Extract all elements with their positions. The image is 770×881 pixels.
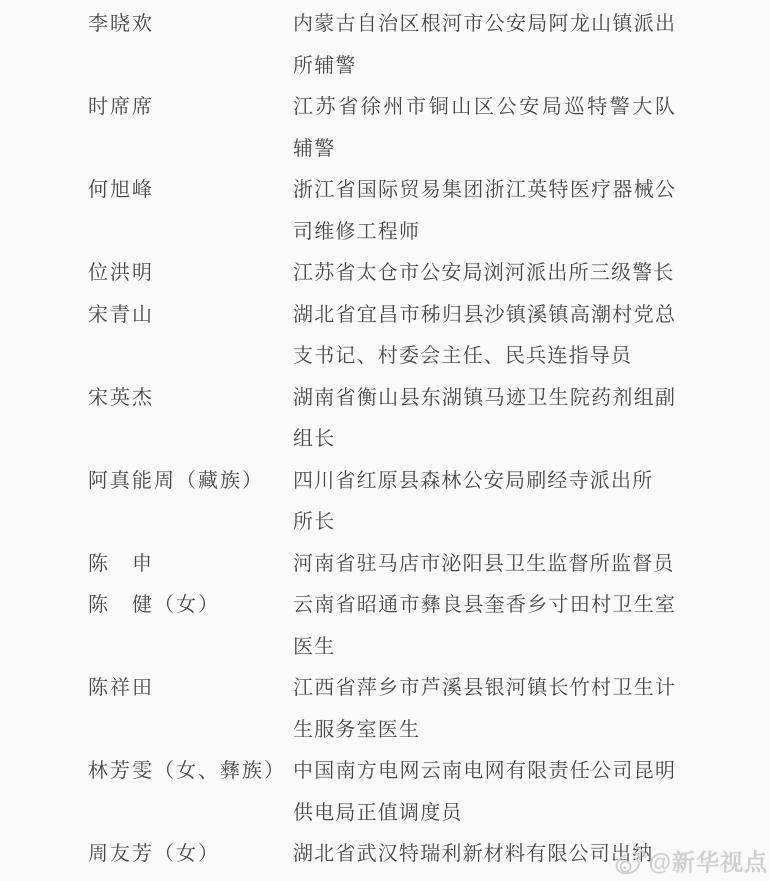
affiliation-line: 支书记、村委会主任、民兵连指导员 [293, 345, 633, 367]
watermark-handle: @新华视点 [648, 848, 768, 875]
list-item [88, 544, 675, 586]
list-item [88, 751, 675, 834]
honor-roll-list [88, 4, 675, 876]
person-name: 林芳雯（女、彝族） [88, 760, 286, 782]
list-item [88, 253, 675, 295]
affiliation-line: 生服务室医生 [293, 718, 421, 741]
person-name: 陈 健（女） [88, 594, 220, 616]
list-item [88, 585, 675, 668]
affiliation-line: 云南省昭通市彝良县奎香乡寸田村卫生室 [293, 594, 675, 616]
person-name: 李晓欢 [88, 13, 154, 35]
list-item [88, 378, 675, 461]
affiliation-line: 供电局正值调度员 [293, 801, 463, 824]
person-name: 周友芳（女） [88, 843, 220, 865]
person-affiliation [293, 295, 675, 378]
person-affiliation [293, 253, 675, 295]
affiliation-line: 江西省萍乡市芦溪县银河镇长竹村卫生计 [293, 677, 675, 699]
affiliation-line: 所辅警 [293, 54, 357, 77]
person-affiliation [293, 87, 675, 170]
person-affiliation [293, 378, 675, 461]
affiliation-line: 辅警 [293, 137, 336, 160]
affiliation-line: 所长 [293, 511, 336, 533]
list-item [88, 461, 675, 544]
person-affiliation [293, 544, 675, 586]
person-affiliation [293, 170, 675, 253]
person-affiliation [293, 834, 675, 876]
person-name: 宋英杰 [88, 386, 154, 409]
person-affiliation [293, 668, 675, 751]
person-name: 位洪明 [88, 262, 154, 284]
person-name: 宋青山 [88, 303, 154, 326]
affiliation-line: 浙江省国际贸易集团浙江英特医疗器械公 [293, 179, 675, 201]
affiliation-line: 内蒙古自治区根河市公安局阿龙山镇派出 [293, 13, 675, 35]
person-name: 阿真能周（藏族） [88, 469, 264, 492]
list-item [88, 834, 675, 876]
affiliation-line: 医生 [293, 635, 336, 658]
person-name: 陈 申 [88, 552, 154, 575]
person-affiliation [293, 461, 675, 544]
list-item [88, 295, 675, 378]
affiliation-line: 湖南省衡山县东湖镇马迹卫生院药剂组副 [293, 386, 675, 409]
affiliation-line: 江苏省太仓市公安局浏河派出所三级警长 [293, 262, 675, 284]
list-item [88, 170, 675, 253]
person-affiliation [293, 751, 675, 834]
person-name: 时席席 [88, 96, 154, 118]
list-item [88, 4, 675, 87]
list-item [88, 87, 675, 170]
person-affiliation [293, 585, 675, 668]
list-item [88, 668, 675, 751]
affiliation-line: 组长 [293, 428, 336, 450]
affiliation-line: 司维修工程师 [293, 220, 421, 243]
affiliation-line: 湖北省宜昌市秭归县沙镇溪镇高潮村党总 [293, 303, 675, 326]
person-name: 陈祥田 [88, 677, 154, 699]
affiliation-line: 江苏省徐州市铜山区公安局巡特警大队 [293, 96, 675, 118]
person-affiliation [293, 4, 675, 87]
affiliation-line: 湖北省武汉特瑞利新材料有限公司出纳 [293, 843, 654, 865]
affiliation-line: 河南省驻马店市泌阳县卫生监督所监督员 [293, 552, 675, 575]
affiliation-line: 中国南方电网云南电网有限责任公司昆明 [293, 760, 675, 782]
affiliation-line: 四川省红原县森林公安局刷经寺派出所 [293, 469, 654, 492]
person-name: 何旭峰 [88, 179, 154, 201]
